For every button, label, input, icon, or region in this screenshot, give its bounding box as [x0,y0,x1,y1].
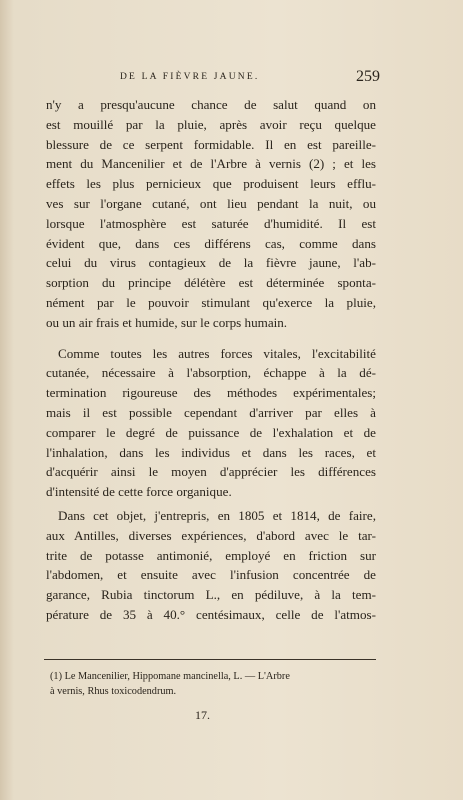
text-line: Dans cet objet, j'entrepris, en 1805 et 1814, de faire, [58,507,376,523]
text-line: garance, Rubia tinctorum L., en pédiluve, à la tem- [46,587,376,603]
text-line: d'acquérir ainsi le moyen d'apprécier les différences [46,464,376,480]
page-number: 259 [356,68,380,85]
text-line: évident que, dans ces différens cas, comme dans [46,235,376,251]
signature-mark: 17. [195,708,210,722]
paragraph-2 [46,344,376,502]
text-line: trite de potasse antimonié, employé en friction sur [46,547,376,563]
text-line: effets les plus pernicieux que produisent leurs efflu- [46,176,376,192]
text-line: l'inhalation, dans les individus et dans les races, et [46,444,376,460]
footnote-line: à vernis, Rhus toxicodendrum. [50,686,177,697]
paragraph-1 [46,95,376,333]
text-line: est mouillé par la pluie, après avoir reçu quelque [46,116,376,132]
text-line: ves sur l'organe cutané, ont lieu pendant la nuit, ou [46,195,376,211]
text-line: termination rigoureuse des méthodes expérimentales; [46,385,376,401]
footnote-line: (1) Le Mancenilier, Hippomane mancinella, L. — L'Arbre [50,671,290,682]
text-line: ment du Mancenilier et de l'Arbre à vernis (2) ; et les [46,156,376,172]
running-title: DE LA FIÈVRE JAUNE. [120,72,260,82]
footnote [50,669,375,699]
body-text [46,95,376,625]
text-line: comparer le degré de puissance de l'exhalation et de [46,424,376,440]
text-line: sorption du principe délétère est déterminée sponta- [46,275,376,291]
text-line: n'y a presqu'aucune chance de salut quand on [46,97,376,112]
text-line: aux Antilles, diverses expériences, d'abord avec le tar- [46,527,376,543]
text-line: pérature de 35 à 40.° centésimaux, celle de l'atmos- [46,606,376,622]
text-line: blessure de ce serpent formidable. Il en est pareille- [46,136,376,152]
text-line: l'abdomen, et ensuite avec l'infusion concentrée de [46,567,376,583]
text-line: cutanée, nécessaire à l'absorption, échappe à la dé- [46,365,376,381]
paragraph-spacer [46,333,376,344]
text-line: Comme toutes les autres forces vitales, l'excitabilité [58,345,376,361]
text-line: ou un air frais et humide, sur le corps humain. [46,314,288,330]
text-line: mais il est possible cependant d'arriver par elles à [46,404,376,420]
paragraph-3 [46,506,376,625]
footnote-rule [44,659,376,660]
page-header [40,66,380,90]
text-line: d'intensité de cette force organique. [46,484,232,500]
text-line: nément par le pouvoir stimulant qu'exerce la pluie, [46,294,376,310]
text-line: lorsque l'atmosphère est saturée d'humidité. Il est [46,215,376,231]
text-line: celui du virus contagieux de la fièvre jaune, l'ab- [46,255,376,271]
